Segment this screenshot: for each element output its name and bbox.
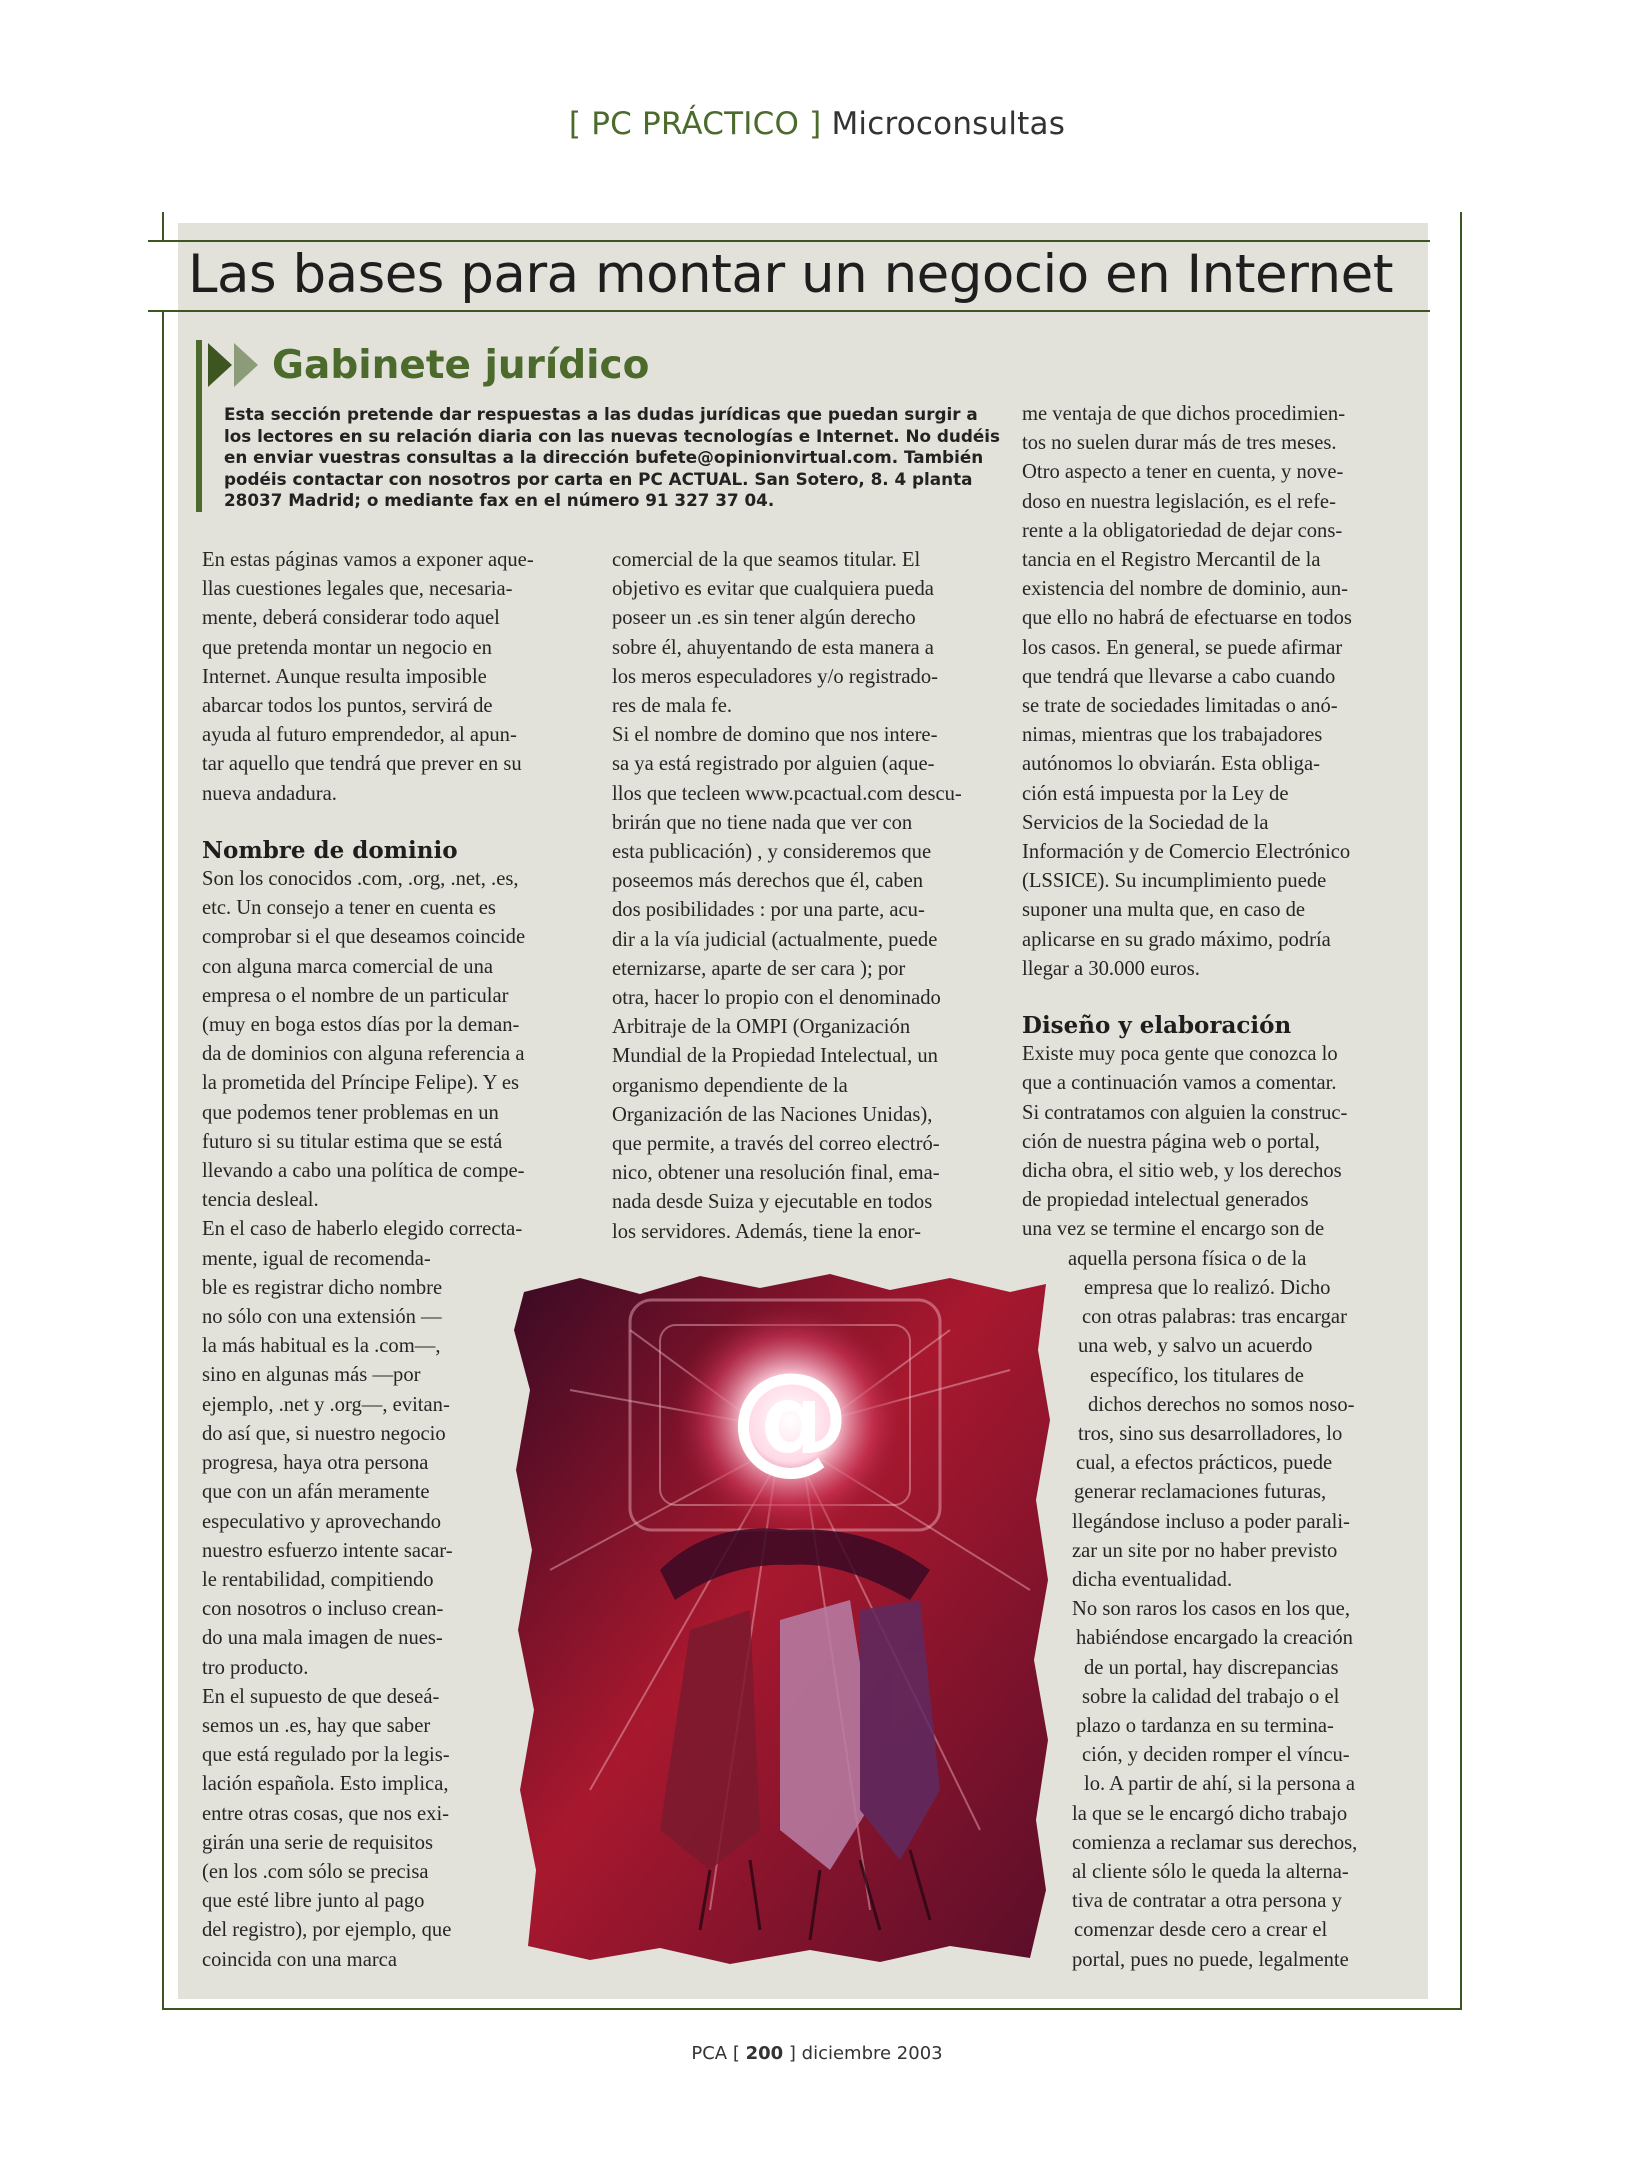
text-line: al cliente sólo le queda la alterna- <box>1072 1860 1349 1883</box>
text-line: llevando a cabo una política de compe- <box>202 1160 525 1183</box>
text-line: existencia del nombre de dominio, aun- <box>1022 578 1348 601</box>
text-line: Existe muy poca gente que conozca lo <box>1022 1043 1338 1066</box>
text-line: me ventaja de que dichos procedimien- <box>1022 403 1346 425</box>
text-line: de un portal, hay discrepancias <box>1084 1656 1339 1679</box>
section-heading <box>196 340 649 390</box>
text-line: llegar a 30.000 euros. <box>1022 957 1200 980</box>
illustration-at-sign <box>510 1270 1054 1966</box>
text-line: nimas, mientras que los trabajadores <box>1022 724 1323 747</box>
text-line: progresa, haya otra persona <box>202 1452 429 1475</box>
text-line: que con un afán meramente <box>202 1481 430 1504</box>
text-line: ción de nuestra página web o portal, <box>1022 1130 1320 1153</box>
text-line: los meros especuladores y/o registrado- <box>612 665 938 688</box>
text-line: (LSSICE). Su incumplimiento puede <box>1022 870 1327 893</box>
text-line: comercial de la que seamos titular. El <box>612 549 921 571</box>
intro-line: los lectores en su relación diaria con las nuevas tecnologías e Internet. No dudéis <box>224 425 1000 446</box>
text-line: generar reclamaciones futuras, <box>1074 1481 1327 1504</box>
text-line: ejemplo, .net y .org—, evitan- <box>202 1393 450 1416</box>
text-line: res de mala fe. <box>612 695 733 718</box>
text-line: que podemos tener problemas en un <box>202 1101 499 1124</box>
text-line: tros, sino sus desarrolladores, lo <box>1078 1422 1343 1445</box>
section-title: Gabinete jurídico <box>272 342 650 388</box>
text-line: (muy en boga estos días por la deman- <box>202 1014 520 1037</box>
text-line: que está regulado por la legis- <box>202 1744 450 1767</box>
text-line: los casos. En general, se puede afirmar <box>1022 636 1343 659</box>
text-line: nuestro esfuerzo intente sacar- <box>202 1539 453 1562</box>
col3-paragraph-design <box>1022 1040 1412 1975</box>
text-line: los servidores. Además, tiene la enor- <box>612 1220 921 1243</box>
text-line: que esté libre junto al pago <box>202 1890 425 1913</box>
text-line: que pretenda montar un negocio en <box>202 636 492 659</box>
text-line: empresa o el nombre de un particular <box>202 984 509 1007</box>
text-line: Servicios de la Sociedad de la <box>1022 811 1269 834</box>
text-line: que tendrá que llevarse a cabo cuando <box>1022 665 1336 688</box>
frame-rule-top <box>148 240 1430 242</box>
column-2 <box>612 546 992 1247</box>
text-line: dicha obra, el sitio web, y los derechos <box>1022 1160 1342 1183</box>
frame-rule-title-bottom <box>148 310 1430 312</box>
heading-diseno-elaboracion: Diseño y elaboración <box>1022 1012 1292 1040</box>
text-line: poseemos más derechos que él, caben <box>612 870 924 893</box>
text-line: do una mala imagen de nues- <box>202 1627 443 1650</box>
text-line: organismo dependiente de la <box>612 1074 848 1097</box>
text-line: objetivo es evitar que cualquiera pueda <box>612 578 934 601</box>
text-line: mente, deberá considerar todo aquel <box>202 607 500 630</box>
text-line: (en los .com sólo se precisa <box>202 1860 429 1883</box>
text-line: sobre la calidad del trabajo o el <box>1082 1685 1340 1708</box>
text-line: Información y de Comercio Electrónico <box>1022 841 1351 864</box>
text-line: aplicarse en su grado máximo, podría <box>1022 928 1331 951</box>
intro-line: 28037 Madrid; o mediante fax en el número 91 327 37 04. <box>224 490 775 511</box>
text-line: del registro), por ejemplo, que <box>202 1919 452 1942</box>
page-number: 200 <box>745 2043 784 2064</box>
text-line: una web, y salvo un acuerdo <box>1078 1335 1313 1358</box>
text-line: tar aquello que tendrá que prever en su <box>202 753 522 776</box>
double-arrow-icon <box>208 343 258 387</box>
text-line: dos posibilidades : por una parte, acu- <box>612 899 925 922</box>
text-line: habiéndose encargado la creación <box>1076 1627 1353 1650</box>
text-line: suponer una multa que, en caso de <box>1022 899 1306 922</box>
text-line: de propiedad intelectual generados <box>1022 1189 1309 1212</box>
text-line: Si el nombre de domino que nos intere- <box>612 724 938 747</box>
text-line: llos que tecleen www.pcactual.com descu- <box>612 782 962 805</box>
text-line: que ello no habrá de efectuarse en todos <box>1022 607 1352 630</box>
text-line: sobre él, ahuyentando de esta manera a <box>612 636 934 659</box>
text-line: llas cuestiones legales que, necesaria- <box>202 578 513 601</box>
running-head <box>0 106 1634 142</box>
col2-paragraph <box>612 546 992 1247</box>
text-line: plazo o tardanza en su termina- <box>1076 1714 1334 1737</box>
text-line: empresa que lo realizó. Dicho <box>1084 1276 1331 1299</box>
text-line: esta publicación) , y consideremos que <box>612 841 932 864</box>
text-line: la más habitual es la .com—, <box>202 1335 441 1358</box>
col3-paragraph <box>1022 400 1412 984</box>
text-line: con alguna marca comercial de una <box>202 955 494 978</box>
text-line: aquella persona física o de la <box>1068 1247 1307 1270</box>
text-line: la prometida del Príncipe Felipe). Y es <box>202 1072 520 1095</box>
text-line: ayuda al futuro emprendedor, al apun- <box>202 724 517 747</box>
text-line: tencia desleal. <box>202 1189 319 1212</box>
heading-nombre-dominio: Nombre de dominio <box>202 836 458 864</box>
text-line: dicha eventualidad. <box>1072 1568 1233 1591</box>
text-line: sa ya está registrado por alguien (aque- <box>612 753 935 776</box>
text-line: tiva de contratar a otra persona y <box>1072 1890 1342 1913</box>
text-line: con otras palabras: tras encargar <box>1082 1306 1347 1329</box>
text-line: futuro si su titular estima que se está <box>202 1130 503 1153</box>
text-line: Organización de las Naciones Unidas), <box>612 1103 933 1126</box>
text-line: que a continuación vamos a comentar. <box>1022 1072 1337 1095</box>
text-line: no sólo con una extensión — <box>202 1306 442 1329</box>
intro-line: podéis contactar con nosotros por carta en PC ACTUAL. San Sotero, 8. 4 planta <box>224 468 973 489</box>
article-title: Las bases para montar un negocio en Internet <box>188 244 1393 305</box>
text-line: especulativo y aprovechando <box>202 1510 442 1533</box>
intro-line: en enviar vuestras consultas a la dirección bufete@opinionvirtual.com. También <box>224 447 984 468</box>
col1-paragraph-intro <box>202 546 592 809</box>
text-line: Arbitraje de la OMPI (Organización <box>612 1016 911 1039</box>
text-line: nueva andadura. <box>202 782 337 805</box>
text-line: comprobar si el que deseamos coincide <box>202 926 526 949</box>
section-label: [ PC PRÁCTICO ] <box>568 106 822 142</box>
text-line: mente, igual de recomenda- <box>202 1247 431 1270</box>
text-line: comenzar desde cero a crear el <box>1074 1919 1328 1942</box>
text-line: Son los conocidos .com, .org, .net, .es, <box>202 868 519 891</box>
text-line: coincida con una marca <box>202 1948 397 1971</box>
text-line: doso en nuestra legislación, es el refe- <box>1022 490 1336 513</box>
text-line: sino en algunas más —por <box>202 1364 421 1387</box>
text-line: tancia en el Registro Mercantil de la <box>1022 549 1321 572</box>
text-line: eternizarse, aparte de ser cara ); por <box>612 957 906 980</box>
text-line: En el supuesto de que deseá- <box>202 1685 440 1708</box>
at-sign-glyph: @ <box>730 1348 850 1487</box>
text-line: Si contratamos con alguien la construc- <box>1022 1101 1348 1124</box>
text-line: girán una serie de requisitos <box>202 1831 434 1854</box>
text-line: dichos derechos no somos noso- <box>1088 1393 1355 1416</box>
text-line: cual, a efectos prácticos, puede <box>1076 1452 1333 1475</box>
text-line: brirán que no tiene nada que ver con <box>612 811 913 834</box>
subsection-label: Microconsultas <box>831 106 1066 142</box>
footer-magazine: PCA <box>691 2043 728 2064</box>
intro-line: Esta sección pretende dar respuestas a las dudas jurídicas que puedan surgir a <box>224 404 978 424</box>
text-line: da de dominios con alguna referencia a <box>202 1043 525 1066</box>
text-line: nada desde Suiza y ejecutable en todos <box>612 1191 933 1214</box>
text-line: Otro aspecto a tener en cuenta, y nove- <box>1022 461 1344 484</box>
text-line: En estas páginas vamos a exponer aque- <box>202 549 534 571</box>
text-line: En el caso de haberlo elegido correcta- <box>202 1218 523 1241</box>
text-line: semos un .es, hay que saber <box>202 1714 431 1737</box>
text-line: nico, obtener una resolución final, ema- <box>612 1162 940 1185</box>
text-line: llegándose incluso a poder parali- <box>1072 1510 1350 1533</box>
frame-rule-left-top <box>162 212 164 242</box>
text-line: específico, los titulares de <box>1090 1364 1304 1387</box>
text-line: poseer un .es sin tener algún derecho <box>612 607 916 630</box>
text-line: una vez se termine el encargo son de <box>1022 1218 1325 1241</box>
text-line: la que se le encargó dicho trabajo <box>1072 1802 1348 1825</box>
text-line: lación española. Esto implica, <box>202 1773 449 1796</box>
text-line: ción está impuesta por la Ley de <box>1022 782 1289 805</box>
text-line: rente a la obligatoriedad de dejar cons- <box>1022 519 1343 542</box>
text-line: le rentabilidad, compitiendo <box>202 1568 434 1591</box>
text-line: do así que, si nuestro negocio <box>202 1422 446 1445</box>
text-line: etc. Un consejo a tener en cuenta es <box>202 897 496 920</box>
page-footer: PCA [ 200 ] diciembre 2003 <box>691 2043 943 2064</box>
text-line: zar un site por no haber previsto <box>1072 1539 1338 1562</box>
text-line: con nosotros o incluso crean- <box>202 1598 444 1621</box>
frame-rule-bottom <box>162 2008 1462 2010</box>
text-line: ción, y deciden romper el víncu- <box>1082 1744 1350 1767</box>
text-line: tos no suelen durar más de tres meses. <box>1022 432 1337 455</box>
text-line: Internet. Aunque resulta imposible <box>202 665 487 688</box>
text-line: ble es registrar dicho nombre <box>202 1276 443 1299</box>
text-line: lo. A partir de ahí, si la persona a <box>1084 1773 1356 1796</box>
text-line: tro producto. <box>202 1656 309 1679</box>
text-line: se trate de sociedades limitadas o anó- <box>1022 695 1338 718</box>
text-line: que permite, a través del correo electró- <box>612 1133 940 1156</box>
intro-text <box>224 404 1000 512</box>
text-line: abarcar todos los puntos, servirá de <box>202 695 493 718</box>
text-line: No son raros los casos en los que, <box>1072 1598 1350 1621</box>
footer-date: diciembre 2003 <box>801 2043 943 2064</box>
frame-rule-left <box>162 312 164 2010</box>
text-line: entre otras cosas, que nos exi- <box>202 1802 450 1825</box>
text-line: otra, hacer lo propio con el denominado <box>612 987 941 1010</box>
text-line: Mundial de la Propiedad Intelectual, un <box>612 1045 938 1068</box>
text-line: autónomos lo obviarán. Esta obliga- <box>1022 753 1320 776</box>
text-line: dir a la vía judicial (actualmente, puede <box>612 928 938 951</box>
text-line: portal, pues no puede, legalmente <box>1072 1948 1349 1971</box>
column-3 <box>1022 400 1412 1975</box>
frame-rule-right <box>1460 212 1462 2010</box>
text-line: comienza a reclamar sus derechos, <box>1072 1831 1358 1854</box>
